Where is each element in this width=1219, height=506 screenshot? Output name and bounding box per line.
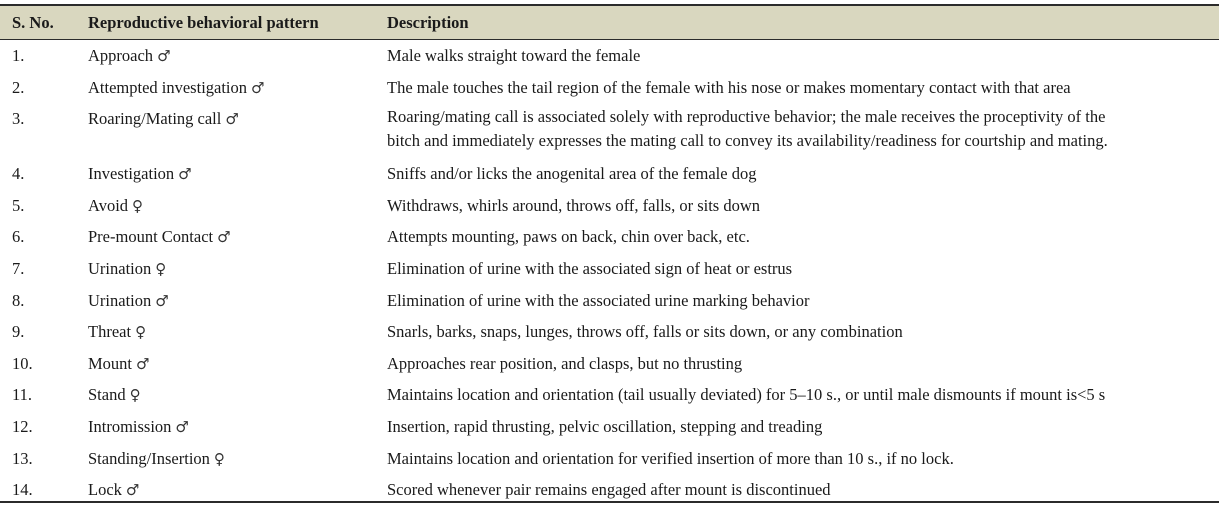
cell-description	[387, 196, 760, 216]
cell-description	[387, 164, 756, 184]
male-symbol-icon: ♂	[136, 354, 150, 373]
cell-pattern	[88, 322, 146, 342]
table-bottom-rule	[0, 501, 1219, 503]
cell-description	[387, 259, 792, 279]
description-line: bitch and immediately expresses the mating call to convey its availability/readiness for courtship and mating.	[387, 130, 1108, 150]
description-line: Attempts mounting, paws on back, chin over back, etc.	[387, 227, 750, 247]
male-symbol-icon: ♂	[125, 481, 140, 500]
description-line: Withdraws, whirls around, throws off, falls, or sits down	[387, 195, 760, 215]
pattern-label: Standing/Insertion	[88, 448, 210, 468]
table-row	[0, 221, 1219, 253]
male-symbol-icon: ♂	[155, 291, 169, 310]
table-body	[0, 40, 1219, 506]
table-row	[0, 379, 1219, 411]
cell-pattern	[88, 385, 141, 405]
cell-pattern	[88, 480, 139, 500]
cell-sno: 13.	[12, 448, 33, 468]
cell-sno: 10.	[12, 353, 33, 373]
header-pattern: Reproductive behavioral pattern	[88, 13, 319, 32]
header-description: Description	[387, 13, 469, 32]
cell-sno: 8.	[12, 290, 25, 310]
pattern-label: Intromission	[88, 416, 172, 436]
table-row	[0, 190, 1219, 222]
male-symbol-icon: ♂	[175, 417, 189, 436]
cell-description	[387, 78, 1071, 98]
cell-sno: 14.	[12, 480, 33, 500]
female-symbol-icon: ♀	[213, 449, 225, 468]
cell-sno: 6.	[12, 227, 25, 247]
cell-pattern	[88, 417, 189, 437]
cell-description	[387, 227, 750, 247]
cell-sno: 9.	[12, 322, 25, 342]
description-line: Snarls, barks, snaps, lunges, throws off, falls or sits down, or any combination	[387, 322, 903, 342]
pattern-label: Attempted investigation	[88, 77, 248, 97]
description-line: Scored whenever pair remains engaged after mount is discontinued	[387, 480, 831, 500]
description-line: The male touches the tail region of the female with his nose or makes momentary contact with that area	[387, 77, 1071, 97]
description-line: Approaches rear position, and clasps, but no thrusting	[387, 353, 743, 373]
cell-sno: 7.	[12, 258, 25, 278]
female-symbol-icon: ♀	[135, 323, 147, 342]
cell-description	[387, 46, 640, 66]
female-symbol-icon: ♀	[155, 259, 167, 278]
cell-pattern	[88, 196, 143, 216]
cell-pattern	[88, 46, 171, 66]
table-row	[0, 103, 1219, 158]
table-row	[0, 316, 1219, 348]
cell-pattern	[88, 291, 169, 311]
description-line: Insertion, rapid thrusting, pelvic oscillation, stepping and treading	[387, 416, 823, 436]
table-row	[0, 443, 1219, 475]
cell-sno: 1.	[12, 46, 25, 65]
cell-sno: 12.	[12, 416, 33, 436]
cell-sno: 3.	[12, 109, 25, 129]
table-row	[0, 158, 1219, 190]
cell-description	[387, 417, 822, 437]
pattern-label: Approach	[88, 46, 154, 65]
male-symbol-icon: ♂	[178, 165, 192, 184]
cell-description	[387, 385, 1105, 405]
female-symbol-icon: ♀	[129, 386, 141, 405]
male-symbol-icon: ♂	[225, 110, 239, 129]
pattern-label: Threat	[88, 322, 132, 342]
cell-pattern	[88, 259, 166, 279]
female-symbol-icon: ♀	[132, 196, 144, 215]
pattern-label: Roaring/Mating call	[88, 109, 222, 129]
pattern-label: Lock	[88, 480, 122, 500]
cell-pattern	[88, 109, 239, 129]
description-line: Elimination of urine with the associated urine marking behavior	[387, 290, 810, 310]
behavior-table	[0, 6, 1219, 506]
cell-pattern	[88, 449, 225, 469]
cell-description	[387, 449, 954, 469]
pattern-label: Urination	[88, 290, 152, 310]
cell-description	[387, 291, 809, 311]
description-line: Elimination of urine with the associated sign of heat or estrus	[387, 258, 793, 278]
cell-description	[387, 480, 831, 500]
male-symbol-icon: ♂	[251, 78, 265, 97]
male-symbol-icon: ♂	[157, 47, 171, 65]
table-header-row	[0, 6, 1219, 40]
description-line: Sniffs and/or licks the anogenital area of the female dog	[387, 164, 757, 184]
male-symbol-icon: ♂	[217, 228, 231, 247]
pattern-label: Avoid	[88, 195, 129, 215]
table-row	[0, 40, 1219, 72]
cell-sno: 5.	[12, 195, 25, 215]
pattern-label: Mount	[88, 353, 133, 373]
cell-pattern	[88, 354, 149, 374]
cell-description	[387, 354, 742, 374]
description-line: Male walks straight toward the female	[387, 46, 641, 65]
header-sno: S. No.	[12, 13, 54, 32]
cell-sno: 2.	[12, 77, 25, 97]
pattern-label: Pre-mount Contact	[88, 227, 214, 247]
description-line: Maintains location and orientation (tail usually deviated) for 5–10 s., or until male dismounts if mount is<5 s	[387, 385, 1106, 405]
description-line: Maintains location and orientation for verified insertion of more than 10 s., if no lock.	[387, 448, 954, 468]
table-row	[0, 348, 1219, 380]
cell-description	[387, 105, 1108, 152]
cell-pattern	[88, 78, 264, 98]
pattern-label: Stand	[88, 385, 126, 405]
cell-sno: 11.	[12, 385, 33, 405]
table-row	[0, 253, 1219, 285]
cell-description	[387, 322, 903, 342]
table-row	[0, 285, 1219, 317]
cell-sno: 4.	[12, 164, 25, 184]
cell-pattern	[88, 227, 231, 247]
pattern-label: Urination	[88, 258, 152, 278]
pattern-label: Investigation	[88, 164, 175, 184]
cell-pattern	[88, 164, 192, 184]
table-row	[0, 411, 1219, 443]
table-row	[0, 72, 1219, 104]
description-line: Roaring/mating call is associated solely with reproductive behavior; the male receives the proceptivity of the	[387, 107, 1106, 127]
